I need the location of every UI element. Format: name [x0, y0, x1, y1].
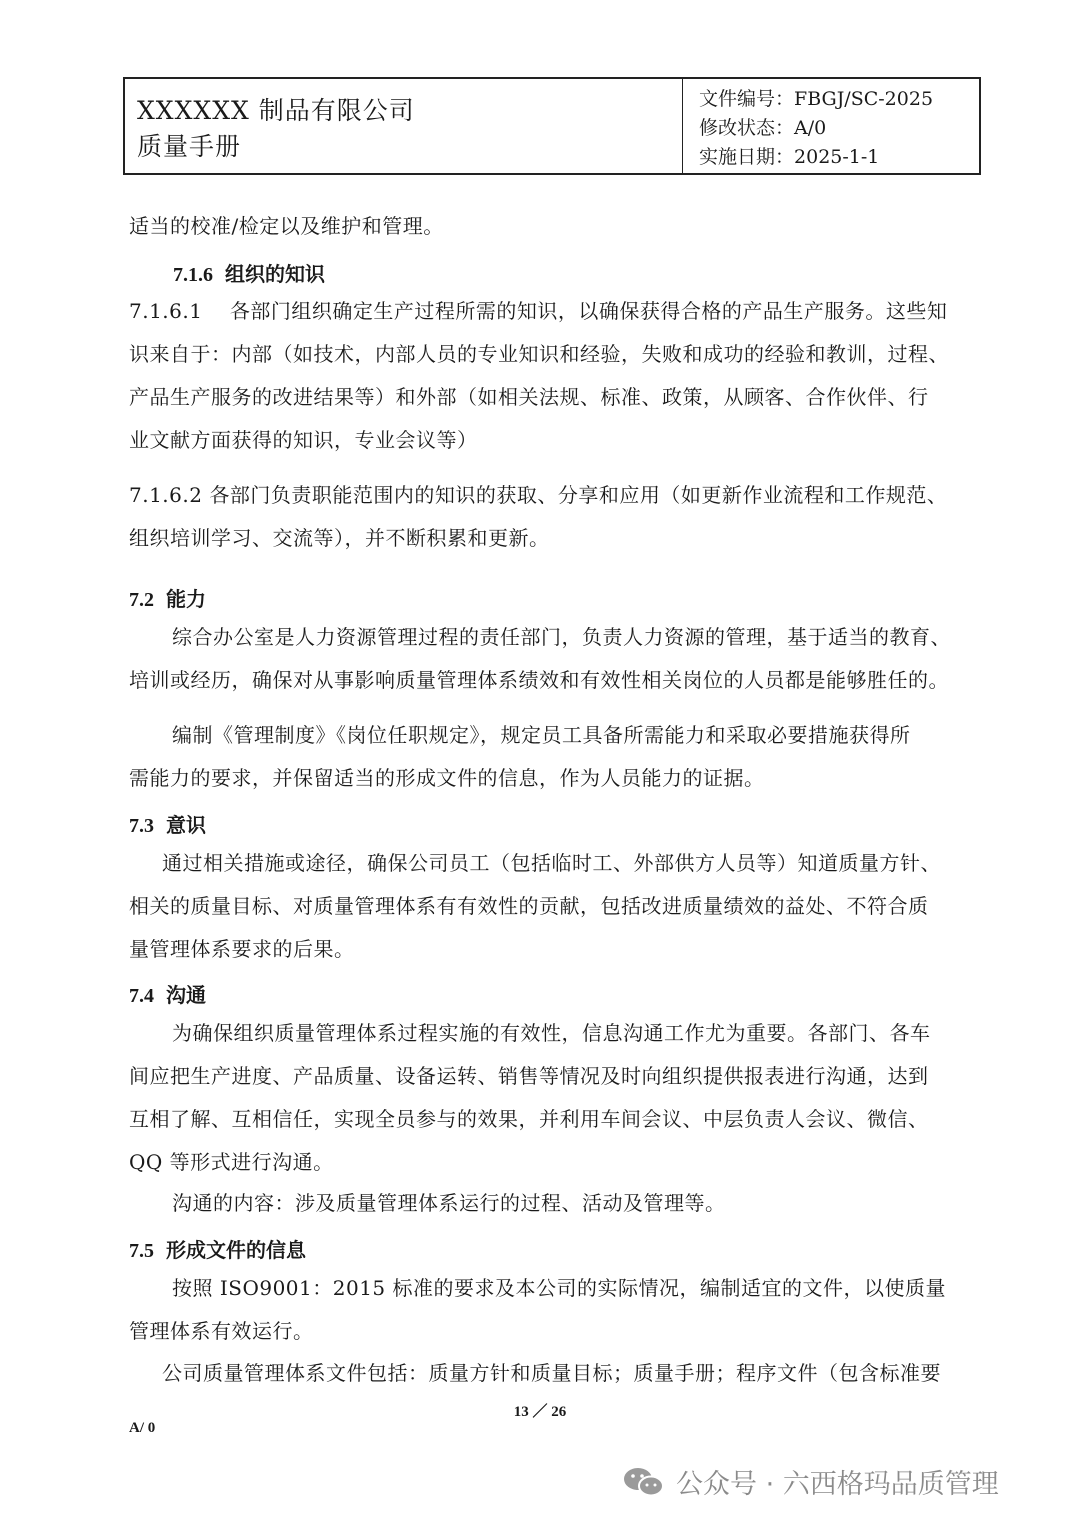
doc-number-label: 文件编号：: [699, 88, 795, 110]
paragraph-line: 识来自于：内部（如技术，内部人员的专业知识和经验，失败和成功的经验和教训，过程、: [129, 342, 949, 366]
paragraph-line: 7.1.6.1 各部门组织确定生产过程所需的知识，以确保获得合格的产品生产服务。这些知: [129, 299, 948, 323]
section-number: 7.2: [129, 589, 154, 611]
header-title-cell: [125, 79, 683, 173]
section-number: 7.4: [129, 985, 154, 1007]
section-title: 形成文件的信息: [166, 1240, 306, 1262]
paragraph-line: 组织培训学习、交流等），并不断积累和更新。: [129, 526, 550, 550]
paragraph-line: 通过相关措施或途径，确保公司员工（包括临时工、外部供方人员等）知道质量方针、: [162, 851, 941, 875]
revision-label: 修改状态：: [699, 117, 795, 139]
paragraph-line: 需能力的要求，并保留适当的形成文件的信息，作为人员能力的证据。: [129, 766, 765, 790]
section-title: 沟通: [166, 985, 206, 1007]
document-header: [123, 77, 981, 175]
section-heading-7-3: [129, 809, 206, 838]
company-name: XXXXXX 制品有限公司: [137, 96, 415, 125]
doc-number-row: [699, 85, 933, 114]
section-number: 7.3: [129, 815, 154, 837]
section-title: 组织的知识: [225, 264, 325, 286]
paragraph-line: 按照 ISO9001：2015 标准的要求及本公司的实际情况，编制适宜的文件，以使质量: [172, 1276, 947, 1300]
paragraph-line: 7.1.6.2 各部门负责职能范围内的知识的获取、分享和应用（如更新作业流程和工作规范、: [129, 483, 948, 507]
paragraph-line: 培训或经历，确保对从事影响质量管理体系绩效和有效性相关岗位的人员都是能够胜任的。: [129, 668, 949, 692]
paragraph-line: 互相了解、互相信任，实现全员参与的效果，并利用车间会议、中层负责人会议、微信、: [129, 1107, 929, 1131]
paragraph-line: 间应把生产进度、产品质量、设备运转、销售等情况及时向组织提供报表进行沟通，达到: [129, 1064, 929, 1088]
section-number: 7.5: [129, 1240, 154, 1262]
paragraph-line: 综合办公室是人力资源管理过程的责任部门，负责人力资源的管理，基于适当的教育、: [172, 625, 951, 649]
date-value: 2025-1-1: [794, 146, 880, 168]
wechat-icon: [622, 1465, 666, 1499]
paragraph-line: 适当的校准/检定以及维护和管理。: [129, 214, 444, 238]
paragraph-line: 相关的质量目标、对质量管理体系有有效性的贡献，包括改进质量绩效的益处、不符合质: [129, 894, 929, 918]
watermark: [622, 1462, 999, 1501]
section-number: 7.1.6: [173, 264, 213, 286]
paragraph-line: 管理体系有效运行。: [129, 1319, 314, 1343]
paragraph-line: QQ 等形式进行沟通。: [129, 1150, 334, 1174]
section-heading-7-5: [129, 1234, 306, 1263]
paragraph-line: 业文献方面获得的知识，专业会议等）: [129, 428, 478, 452]
date-label: 实施日期：: [699, 146, 795, 168]
paragraph-line: 公司质量管理体系文件包括：质量方针和质量目标；质量手册；程序文件（包含标准要: [162, 1361, 941, 1385]
paragraph-line: 编制《管理制度》《岗位任职规定》，规定员工具备所需能力和采取必要措施获得所: [172, 723, 911, 747]
section-heading-7-1-6: [173, 258, 325, 287]
section-title: 意识: [166, 815, 206, 837]
doc-number: FBGJ/SC-2025: [794, 88, 934, 110]
watermark-text: 公众号 · 六西格玛品质管理: [676, 1469, 999, 1500]
page-number: 13 ／ 26: [513, 1404, 567, 1420]
paragraph-line: 为确保组织质量管理体系过程实施的有效性，信息沟通工作尤为重要。各部门、各车: [172, 1021, 931, 1045]
date-row: [699, 143, 933, 172]
section-heading-7-2: [129, 583, 206, 612]
paragraph-line: 量管理体系要求的后果。: [129, 937, 355, 961]
document-title: 质量手册: [137, 132, 242, 161]
paragraph-line: 沟通的内容：涉及质量管理体系运行的过程、活动及管理等。: [172, 1191, 726, 1215]
revision-value: A/0: [794, 117, 827, 139]
section-title: 能力: [166, 589, 206, 611]
footer-version: A/ 0: [129, 1420, 156, 1436]
header-meta-cell: [683, 79, 933, 173]
paragraph-line: 产品生产服务的改进结果等）和外部（如相关法规、标准、政策，从顾客、合作伙伴、行: [129, 385, 929, 409]
revision-row: [699, 114, 933, 143]
section-heading-7-4: [129, 979, 206, 1008]
